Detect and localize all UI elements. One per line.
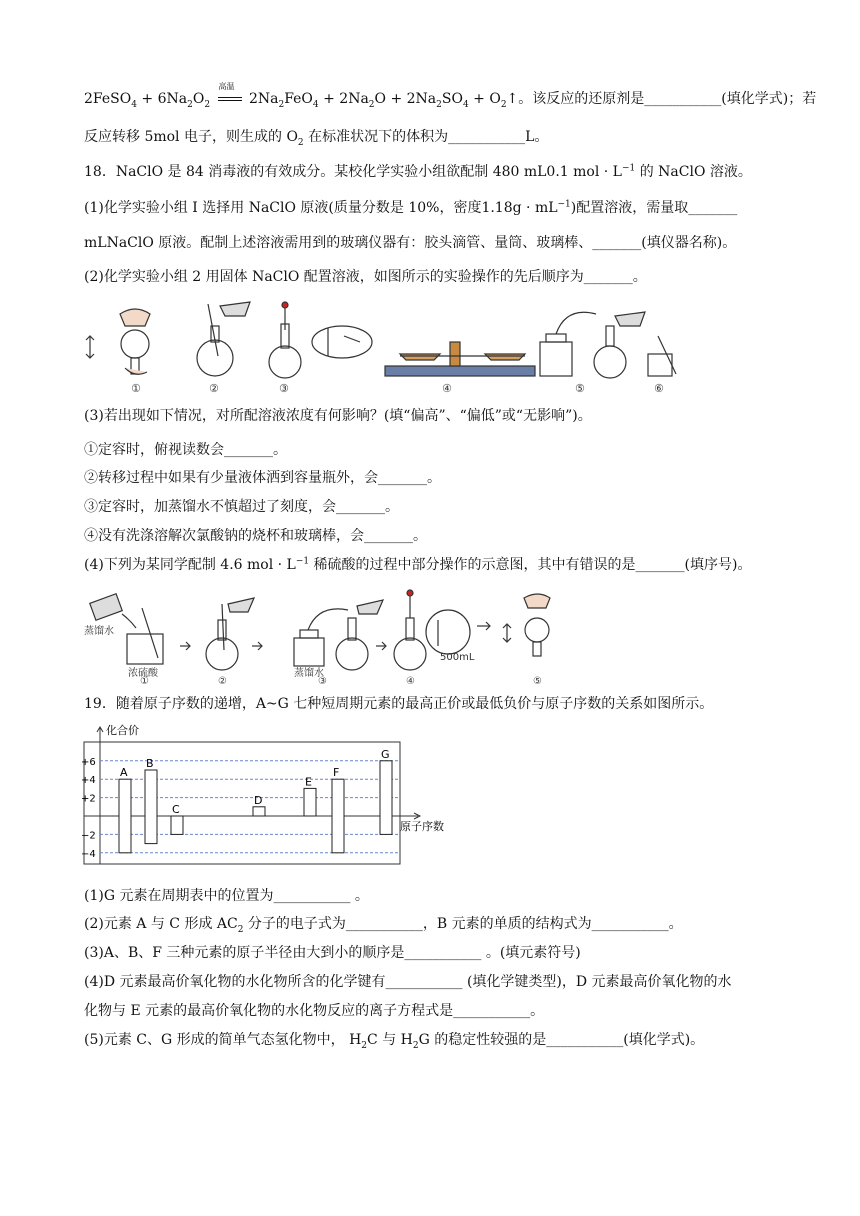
figure-label: ② xyxy=(209,382,219,395)
q18-item2: ②转移过程中如果有少量液体洒到容量瓶外，会_______。 xyxy=(84,470,441,486)
lab-procedure-figure xyxy=(80,296,700,396)
line-2: 反应转移 5mol 电子，则生成的 $O_2$ 在标准状况下的体积为___________L。 xyxy=(84,129,549,148)
q18-item4: ④没有洗涤溶解次氯酸钠的烧杯和玻璃棒，会_______。 xyxy=(84,528,427,544)
y-tick-label: +4 xyxy=(81,775,96,787)
q18-title: 18．NaClO 是 84 消毒液的有效成分。某校化学实验小组欲配制 480 mL0.1 mol · $L^{-1}$ 的 NaClO 溶液。 xyxy=(84,163,752,180)
bar-label-E: E xyxy=(305,775,312,789)
figure-label: ⑥ xyxy=(654,382,664,395)
figure-label: ④ xyxy=(406,676,415,684)
q18-part3: (3)若出现如下情况，对所配溶液浓度有何影响？(填“偏高”、“偏低”或“无影响”)。 xyxy=(84,408,592,424)
bar-E xyxy=(304,788,316,816)
figure-label: ② xyxy=(218,676,227,684)
y-tick-label: −2 xyxy=(81,830,96,842)
bar-D xyxy=(253,807,265,816)
q19-title: 19．随着原子序数的递增，A~G 七种短周期元素的最高正价或最低负价与原子序数的关系如图所示。 xyxy=(84,696,714,712)
q19-part4-cont: 化物与 E 元素的最高价氧化物的水化物反应的离子方程式是___________。 xyxy=(84,1003,545,1019)
bar-label-F: F xyxy=(333,766,340,780)
q18-part1: (1)化学实验小组 I 选择用 NaClO 原液(质量分数是 10%，密度$1.18g \cdot mL^{-1}$)配置溶液，需量取_______ xyxy=(84,199,738,216)
q18-item3: ③定容时，加蒸馏水不慎超过了刻度，会_______。 xyxy=(84,499,399,515)
bar-label-G: G xyxy=(381,747,390,761)
bar-label-D: D xyxy=(254,793,263,807)
q19-part5: (5)元素 C、G 形成的简单气态氢化物中， $H_2C$ 与 $H_2G$ 的稳定性较强的是___________(填化学式)。 xyxy=(84,1032,705,1051)
figure-label: ① xyxy=(140,676,149,684)
q18-part1-cont: mLNaClO 原液。配制上述溶液需用到的玻璃仪器有：胶头滴管、量筒、玻璃棒、_______(填仪器名称)。 xyxy=(84,235,737,251)
y-tick-label: +2 xyxy=(81,793,96,805)
y-tick-label: −4 xyxy=(81,848,96,860)
water-label-2: 蒸馏水 xyxy=(294,668,324,679)
bar-C xyxy=(171,816,183,834)
bar-label-C: C xyxy=(172,803,180,816)
bar-G xyxy=(380,761,392,835)
q18-part4: (4)下列为某同学配制 4.6 mol · $L^{-1}$ 稀硫酸的过程中部分操作的示意图，其中有错误的是_______(填序号)。 xyxy=(84,556,752,573)
bar-F xyxy=(332,779,344,853)
y-axis-label: 化合价 xyxy=(106,724,139,737)
q19-part2: (2)元素 A 与 C 形成 $AC_2$ 分子的电子式为___________，B 元素的单质的结构式为___________。 xyxy=(84,916,683,935)
valence-chart xyxy=(78,724,478,874)
water-label: 蒸馏水 xyxy=(84,626,114,637)
bar-label-B: B xyxy=(146,757,154,770)
x-axis-label: 原子序数 xyxy=(400,820,444,833)
q18-part2: (2)化学实验小组 2 用固体 NaClO 配置溶液，如图所示的实验操作的先后顺序为_______。 xyxy=(84,269,647,285)
figure-label: ① xyxy=(131,382,141,395)
dilution-figure xyxy=(82,584,562,684)
bar-B xyxy=(145,770,157,844)
bar-label-A: A xyxy=(120,766,128,780)
figure-label: ③ xyxy=(279,382,289,395)
figure-label: ⑤ xyxy=(575,382,585,395)
q19-part3: (3)A、B、F 三种元素的原子半径由大到小的顺序是___________ 。(填元素符号) xyxy=(84,945,581,961)
bar-A xyxy=(119,779,131,853)
volume-label: 500mL xyxy=(440,652,475,663)
acid-label: 浓硫酸 xyxy=(128,668,158,679)
figure-label: ④ xyxy=(442,382,452,395)
equation-line: 2FeSO$_4$ + $6Na_2O_2$ 高温 $2Na_2FeO_4 + 2Na_2O + 2Na_2SO_4$ + $O_2↑$。该反应的还原剂是___________(填化学式)；若 xyxy=(84,82,817,110)
figure-label: ⑤ xyxy=(533,676,542,684)
reaction-condition: 高温 xyxy=(215,89,245,109)
q18-item1: ①定容时，俯视读数会_______。 xyxy=(84,442,287,458)
q19-part4: (4)D 元素最高价氧化物的水化物所含的化学键有___________ (填化学键类型)，D 元素最高价氧化物的水 xyxy=(84,974,732,990)
y-tick-label: +6 xyxy=(81,756,96,768)
q19-part1: (1)G 元素在周期表中的位置为___________ 。 xyxy=(84,888,369,904)
figure-label: ③ xyxy=(318,676,327,684)
